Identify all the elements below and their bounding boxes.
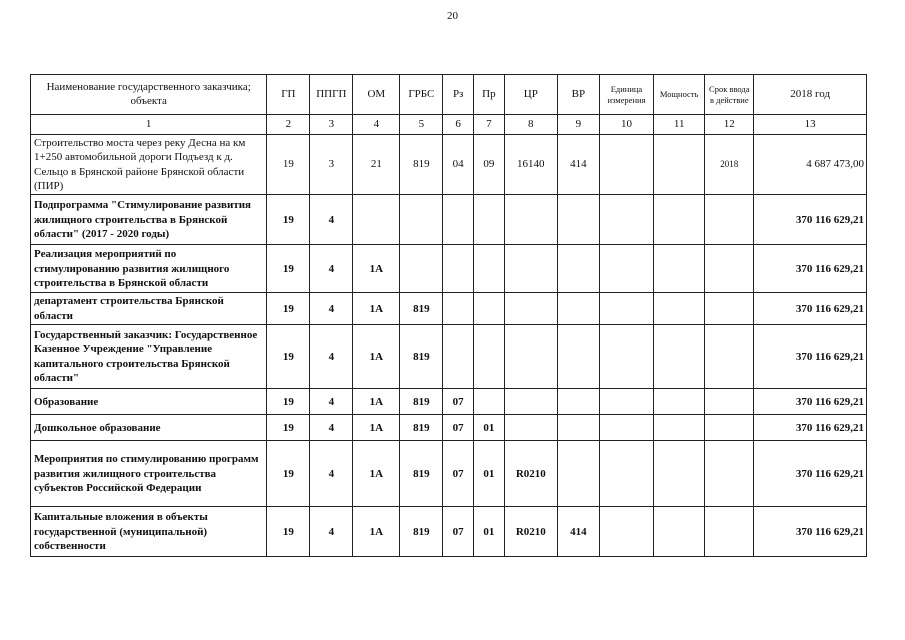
col-header-om: ОМ <box>353 75 400 115</box>
table-row <box>31 415 867 441</box>
cell-amount-2018: 370 116 629,21 <box>754 245 867 293</box>
col-number: 12 <box>705 115 754 135</box>
cell-vr <box>557 293 599 325</box>
col-number: 3 <box>310 115 353 135</box>
cell-grbs: 819 <box>400 325 443 389</box>
cell-amount-2018: 370 116 629,21 <box>754 441 867 507</box>
cell-rz: 07 <box>443 415 474 441</box>
cell-name: Строительство моста через реку Десна на км 1+250 автомобильной дороги Подъезд к д. Сельцо в Брянской районе Брянской области (ПИР) <box>31 135 267 195</box>
col-header-year-2018: 2018 год <box>754 75 867 115</box>
cell-om: 21 <box>353 135 400 195</box>
cell-unit <box>599 293 653 325</box>
cell-om: 1А <box>353 293 400 325</box>
cell-commissioning <box>705 195 754 245</box>
header-row <box>31 75 867 115</box>
cell-cr: R0210 <box>504 441 557 507</box>
cell-pr: 01 <box>474 441 505 507</box>
col-header-gp: ГП <box>267 75 310 115</box>
cell-ppgp: 4 <box>310 441 353 507</box>
cell-amount-2018: 370 116 629,21 <box>754 415 867 441</box>
cell-amount-2018: 370 116 629,21 <box>754 507 867 557</box>
cell-rz: 04 <box>443 135 474 195</box>
cell-capacity <box>654 507 705 557</box>
cell-commissioning <box>705 507 754 557</box>
cell-amount-2018: 370 116 629,21 <box>754 195 867 245</box>
col-header-rz: Рз <box>443 75 474 115</box>
cell-commissioning <box>705 245 754 293</box>
budget-table <box>30 74 867 557</box>
cell-ppgp: 4 <box>310 415 353 441</box>
table-row <box>31 245 867 293</box>
col-header-commissioning: Срок ввода в действие <box>705 75 754 115</box>
cell-cr: 16140 <box>504 135 557 195</box>
cell-om: 1А <box>353 245 400 293</box>
cell-name: Государственный заказчик: Государственное Казенное Учреждение "Управление капитального строительства Брянской области" <box>31 325 267 389</box>
cell-ppgp: 4 <box>310 293 353 325</box>
cell-name: Капитальные вложения в объекты государственной (муниципальной) собственности <box>31 507 267 557</box>
cell-commissioning: 2018 <box>705 135 754 195</box>
cell-cr <box>504 389 557 415</box>
col-header-capacity: Мощность <box>654 75 705 115</box>
cell-om: 1А <box>353 325 400 389</box>
cell-capacity <box>654 245 705 293</box>
cell-capacity <box>654 389 705 415</box>
cell-vr <box>557 325 599 389</box>
col-header-pr: Пр <box>474 75 505 115</box>
cell-commissioning <box>705 293 754 325</box>
cell-vr <box>557 415 599 441</box>
cell-rz: 07 <box>443 441 474 507</box>
cell-gp: 19 <box>267 245 310 293</box>
cell-pr: 01 <box>474 415 505 441</box>
cell-amount-2018: 370 116 629,21 <box>754 293 867 325</box>
cell-name: Подпрограмма "Стимулирование развития жилищного строительства в Брянской области" (2017 - 2020 годы) <box>31 195 267 245</box>
cell-commissioning <box>705 389 754 415</box>
cell-name: Образование <box>31 389 267 415</box>
cell-ppgp: 4 <box>310 507 353 557</box>
cell-unit <box>599 441 653 507</box>
cell-capacity <box>654 195 705 245</box>
cell-ppgp: 4 <box>310 325 353 389</box>
col-number: 11 <box>654 115 705 135</box>
cell-grbs: 819 <box>400 507 443 557</box>
cell-vr: 414 <box>557 135 599 195</box>
col-number: 10 <box>599 115 653 135</box>
cell-gp: 19 <box>267 195 310 245</box>
cell-rz <box>443 293 474 325</box>
cell-gp: 19 <box>267 415 310 441</box>
table-body <box>31 135 867 557</box>
table-row <box>31 507 867 557</box>
col-number: 4 <box>353 115 400 135</box>
cell-capacity <box>654 325 705 389</box>
cell-grbs: 819 <box>400 135 443 195</box>
cell-om: 1А <box>353 415 400 441</box>
cell-vr <box>557 441 599 507</box>
cell-unit <box>599 389 653 415</box>
cell-amount-2018: 370 116 629,21 <box>754 325 867 389</box>
cell-name: департамент строительства Брянской области <box>31 293 267 325</box>
cell-vr <box>557 245 599 293</box>
cell-ppgp: 4 <box>310 245 353 293</box>
cell-gp: 19 <box>267 293 310 325</box>
cell-grbs: 819 <box>400 293 443 325</box>
cell-pr: 09 <box>474 135 505 195</box>
cell-cr <box>504 293 557 325</box>
cell-amount-2018: 370 116 629,21 <box>754 389 867 415</box>
cell-amount-2018: 4 687 473,00 <box>754 135 867 195</box>
col-header-ppgp: ППГП <box>310 75 353 115</box>
cell-vr <box>557 195 599 245</box>
cell-pr <box>474 245 505 293</box>
cell-grbs: 819 <box>400 441 443 507</box>
col-header-unit: Единица измерения <box>599 75 653 115</box>
cell-capacity <box>654 135 705 195</box>
cell-om <box>353 195 400 245</box>
cell-rz <box>443 195 474 245</box>
column-number-row <box>31 115 867 135</box>
cell-capacity <box>654 441 705 507</box>
cell-commissioning <box>705 325 754 389</box>
cell-rz: 07 <box>443 507 474 557</box>
table-row <box>31 325 867 389</box>
col-header-vr: ВР <box>557 75 599 115</box>
col-number: 7 <box>474 115 505 135</box>
cell-vr <box>557 389 599 415</box>
cell-capacity <box>654 293 705 325</box>
cell-commissioning <box>705 415 754 441</box>
cell-unit <box>599 195 653 245</box>
cell-cr <box>504 195 557 245</box>
cell-rz <box>443 325 474 389</box>
cell-gp: 19 <box>267 325 310 389</box>
cell-gp: 19 <box>267 441 310 507</box>
cell-gp: 19 <box>267 135 310 195</box>
cell-gp: 19 <box>267 507 310 557</box>
cell-capacity <box>654 415 705 441</box>
cell-unit <box>599 415 653 441</box>
col-number: 5 <box>400 115 443 135</box>
col-number: 13 <box>754 115 867 135</box>
cell-grbs <box>400 195 443 245</box>
table-row <box>31 135 867 195</box>
cell-gp: 19 <box>267 389 310 415</box>
cell-pr <box>474 325 505 389</box>
cell-unit <box>599 507 653 557</box>
cell-grbs: 819 <box>400 389 443 415</box>
col-header-cr: ЦР <box>504 75 557 115</box>
cell-om: 1А <box>353 389 400 415</box>
table-row <box>31 441 867 507</box>
cell-unit <box>599 135 653 195</box>
cell-cr: R0210 <box>504 507 557 557</box>
cell-commissioning <box>705 441 754 507</box>
cell-unit <box>599 245 653 293</box>
cell-cr <box>504 325 557 389</box>
cell-om: 1А <box>353 441 400 507</box>
cell-cr <box>504 415 557 441</box>
col-header-grbs: ГРБС <box>400 75 443 115</box>
cell-grbs <box>400 245 443 293</box>
col-number: 8 <box>504 115 557 135</box>
cell-ppgp: 4 <box>310 195 353 245</box>
page-number: 20 <box>447 10 458 22</box>
cell-rz <box>443 245 474 293</box>
table-row <box>31 195 867 245</box>
cell-name: Дошкольное образование <box>31 415 267 441</box>
cell-rz: 07 <box>443 389 474 415</box>
col-header-name: Наименование государственного заказчика; объекта <box>31 75 267 115</box>
table-row <box>31 293 867 325</box>
cell-pr <box>474 195 505 245</box>
col-number: 1 <box>31 115 267 135</box>
col-number: 2 <box>267 115 310 135</box>
cell-name: Мероприятия по стимулированию программ развития жилищного строительства субъектов Российской Федерации <box>31 441 267 507</box>
cell-ppgp: 4 <box>310 389 353 415</box>
cell-pr <box>474 293 505 325</box>
cell-unit <box>599 325 653 389</box>
cell-om: 1А <box>353 507 400 557</box>
cell-ppgp: 3 <box>310 135 353 195</box>
cell-cr <box>504 245 557 293</box>
cell-vr: 414 <box>557 507 599 557</box>
cell-pr <box>474 389 505 415</box>
col-number: 6 <box>443 115 474 135</box>
cell-pr: 01 <box>474 507 505 557</box>
cell-grbs: 819 <box>400 415 443 441</box>
col-number: 9 <box>557 115 599 135</box>
cell-name: Реализация мероприятий по стимулированию развития жилищного строительства в Брянской области <box>31 245 267 293</box>
table-row <box>31 389 867 415</box>
